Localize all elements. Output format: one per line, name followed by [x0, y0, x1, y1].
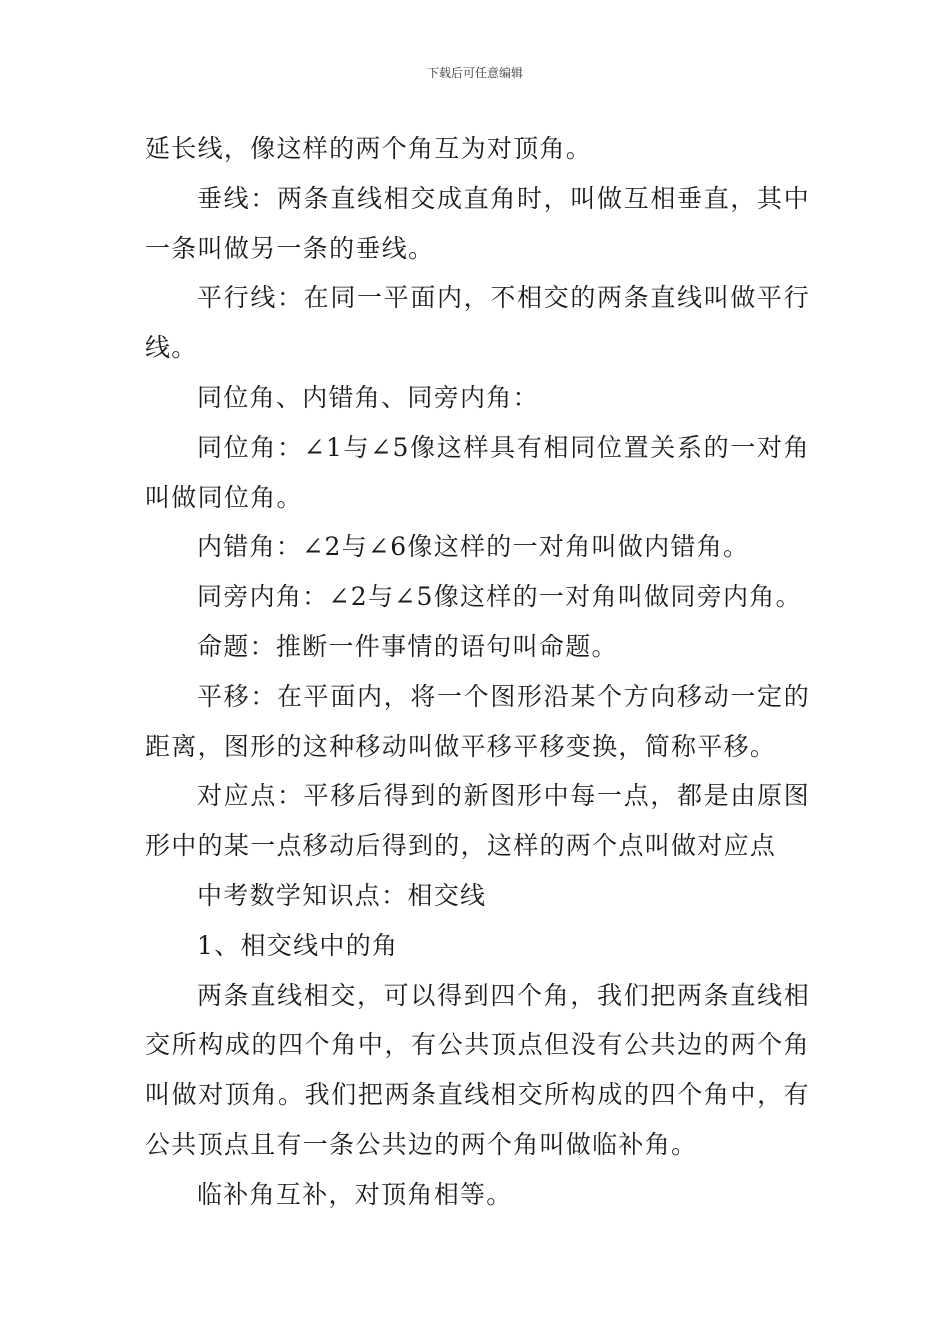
paragraph: 内错角：∠2与∠6像这样的一对角叫做内错角。	[197, 532, 750, 562]
paragraph: 对应点：平移后得到的新图形中每一点，都是由原图形中的某一点移动后得到的，这样的两个点叫做对应点	[145, 781, 810, 861]
subsection-heading: 1、相交线中的角	[197, 930, 399, 960]
paragraph: 平移：在平面内，将一个图形沿某个方向移动一定的距离，图形的这种移动叫做平移平移变换，简称平移。	[145, 681, 810, 761]
paragraph: 命题：推断一件事情的语句叫命题。	[197, 631, 618, 661]
paragraph: 延长线，像这样的两个角互为对顶角。	[145, 134, 593, 163]
page-header: 下载后可任意编辑	[426, 66, 523, 80]
document-body	[145, 124, 810, 1220]
paragraph: 同旁内角：∠2与∠5像这样的一对角叫做同旁内角。	[197, 582, 802, 612]
paragraph: 垂线：两条直线相交成直角时，叫做互相垂直，其中一条叫做另一条的垂线。	[145, 183, 810, 263]
paragraph: 同位角、内错角、同旁内角：	[197, 382, 539, 412]
paragraph: 两条直线相交，可以得到四个角，我们把两条直线相交所构成的四个角中，有公共顶点但没有公共边的两个角叫做对顶角。我们把两条直线相交所构成的四个角中，有公共顶点且有一条公共边的两个角叫做临补角。	[145, 980, 810, 1159]
paragraph: 临补角互补，对顶角相等。	[197, 1179, 513, 1209]
section-heading: 中考数学知识点：相交线	[197, 880, 487, 910]
paragraph: 同位角：∠1与∠5像这样具有相同位置关系的一对角叫做同位角。	[145, 432, 810, 512]
paragraph: 平行线：在同一平面内，不相交的两条直线叫做平行线。	[145, 283, 810, 363]
